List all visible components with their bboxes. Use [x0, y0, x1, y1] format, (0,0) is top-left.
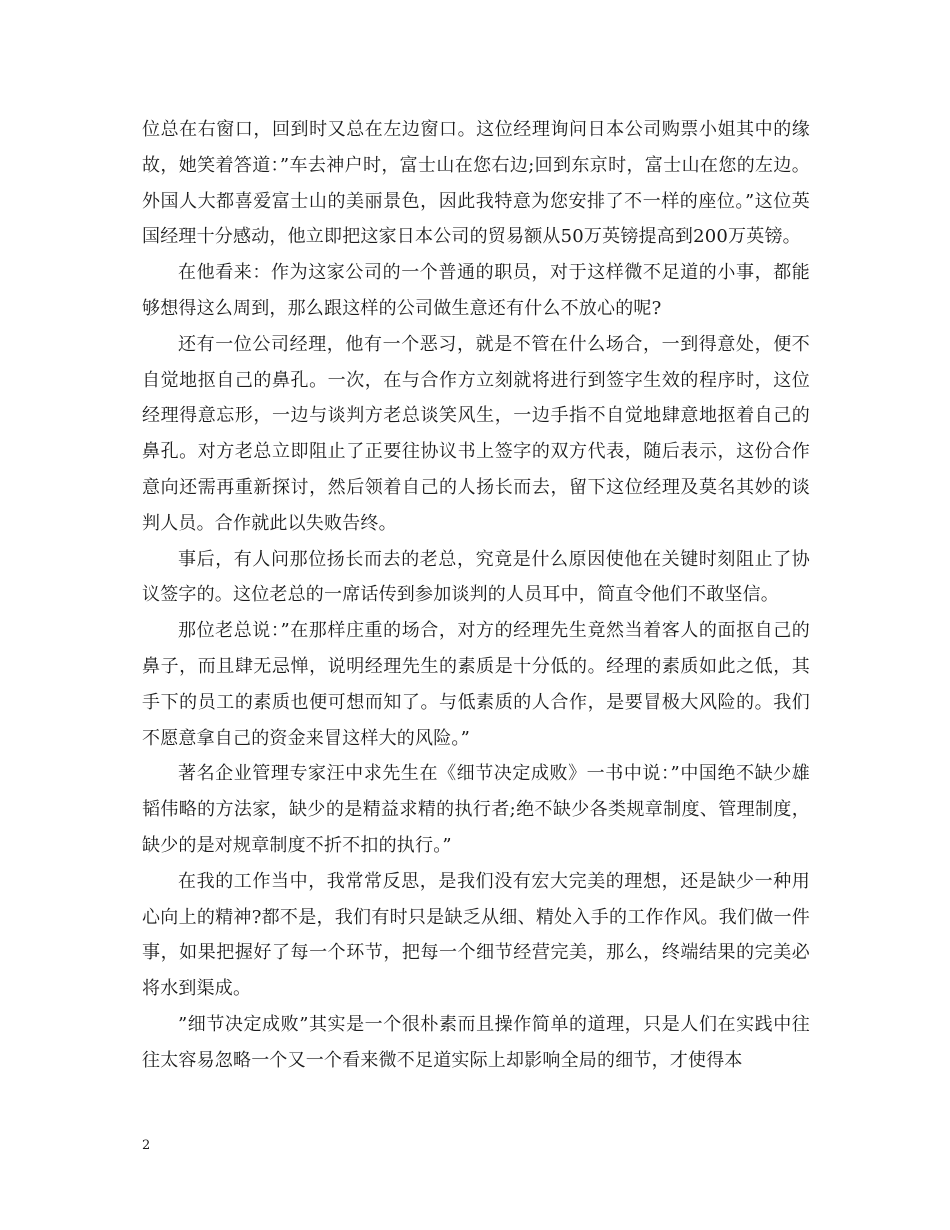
paragraph-2: 在他看来：作为这家公司的一个普通的职员，对于这样微不足道的小事，都能够想得这么周到，那么跟这样的公司做生意还有什么不放心的呢? — [142, 262, 810, 319]
paragraph-8: ”细节决定成败”其实是一个很朴素而且操作简单的道理，只是人们在实践中往往太容易忽略一个又一个看来微不足道实际上却影响全局的细节，才使得本 — [142, 1013, 810, 1071]
paragraph-5: 那位老总说：”在那样庄重的场合，对方的经理先生竟然当着客人的面抠自己的鼻子，而且肆无忌惮，说明经理先生的素质是十分低的。经理的素质如此之低，其手下的员工的素质也便可想而知了。与低素质的人合作，是要冒极大风险的。我们不愿意拿自己的资金来冒这样大的风险。” — [142, 620, 810, 749]
page-number: 2 — [142, 1138, 151, 1153]
paragraph-6: 著名企业管理专家汪中求先生在《细节决定成败》一书中说：”中国绝不缺少雄韬伟略的方法家，缺少的是精益求精的执行者;绝不缺少各类规章制度、管理制度，缺少的是对规章制度不折不扣的执行。” — [142, 763, 810, 856]
paragraph-7: 在我的工作当中，我常常反思，是我们没有宏大完美的理想，还是缺少一种用心向上的精神?都不是，我们有时只是缺乏从细、精处入手的工作作风。我们做一件事，如果把握好了每一个环节，把每一个细节经营完美，那么，终端结果的完美必将水到渠成。 — [142, 870, 810, 1000]
document-body — [142, 112, 810, 1079]
paragraph-3: 还有一位公司经理，他有一个恶习，就是不管在什么场合，一到得意处，便不自觉地抠自己的鼻孔。一次，在与合作方立刻就将进行到签字生效的程序时，这位经理得意忘形，一边与谈判方老总谈笑风生，一边手指不自觉地肆意地抠着自己的鼻孔。对方老总立即阻止了正要往协议书上签字的双方代表，随后表示，这份合作意向还需再重新探讨，然后领着自己的人扬长而去，留下这位经理及莫名其妙的谈判人员。合作就此以失败告终。 — [142, 333, 810, 534]
paragraph-4: 事后，有人问那位扬长而去的老总，究竟是什么原因使他在关键时刻阻止了协议签字的。这位老总的一席话传到参加谈判的人员耳中，简直令他们不敢坚信。 — [142, 548, 810, 606]
paragraph-1: 位总在右窗口，回到时又总在左边窗口。这位经理询问日本公司购票小姐其中的缘故，她笑着答道：”车去神户时，富士山在您右边;回到东京时，富士山在您的左边。外国人大都喜爱富士山的美丽景色，因此我特意为您安排了不一样的座位。”这位英国经理十分感动，他立即把这家日本公司的贸易额从50万英镑提高到200万英镑。 — [142, 119, 810, 248]
